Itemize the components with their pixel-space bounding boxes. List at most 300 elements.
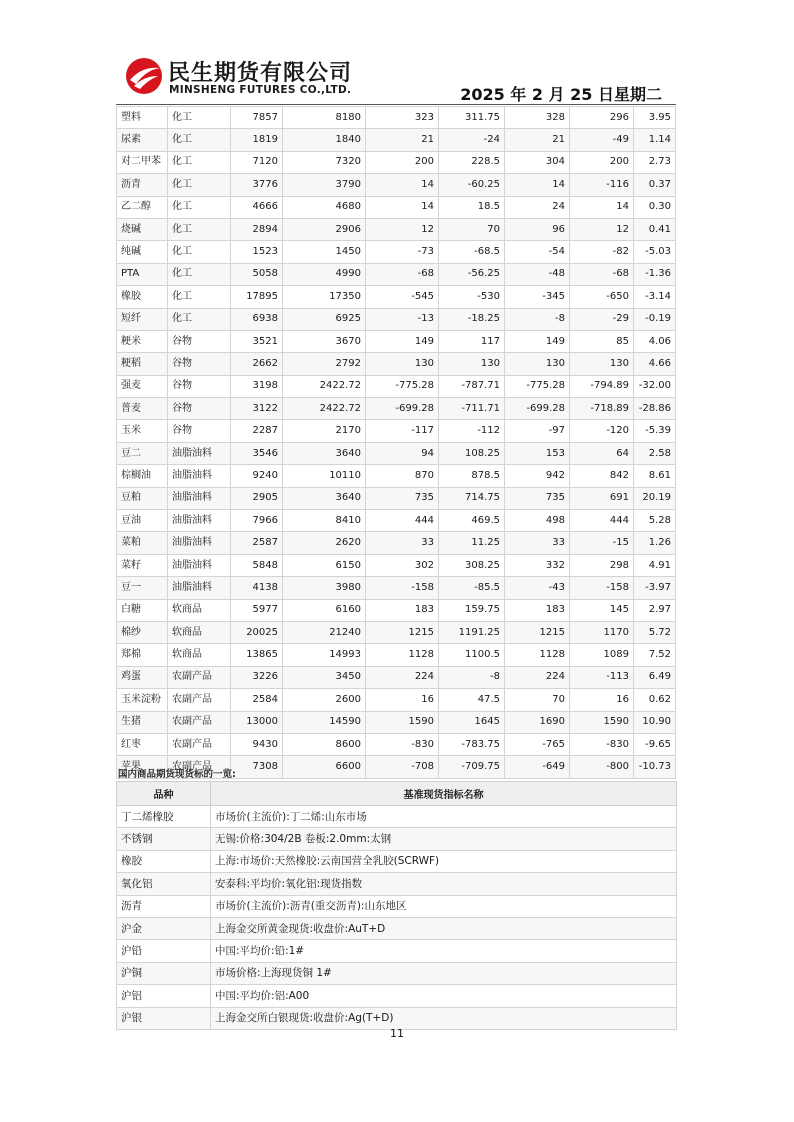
table-cell: 0.37 — [634, 174, 676, 196]
table-cell: 1215 — [366, 621, 439, 643]
table-cell: 8600 — [283, 733, 366, 755]
table-cell: 化工 — [168, 129, 231, 151]
table-row — [117, 420, 676, 442]
table-row — [117, 129, 676, 151]
table-cell: 氧化铝 — [117, 873, 211, 895]
table-cell: -15 — [570, 532, 634, 554]
table-cell: -24 — [439, 129, 505, 151]
table-cell: 85 — [570, 330, 634, 352]
table-row — [117, 554, 676, 576]
table-row — [117, 985, 677, 1007]
table-cell: 24 — [505, 196, 570, 218]
table-cell: 842 — [570, 465, 634, 487]
table-cell: 2170 — [283, 420, 366, 442]
table-cell: 20025 — [231, 621, 283, 643]
table-row — [117, 174, 676, 196]
table-cell: 化工 — [168, 151, 231, 173]
table-cell: 不锈钢 — [117, 828, 211, 850]
table-cell: 224 — [505, 666, 570, 688]
table-cell: -775.28 — [366, 375, 439, 397]
table-cell: 33 — [366, 532, 439, 554]
table-cell: 1.26 — [634, 532, 676, 554]
table-row — [117, 621, 676, 643]
table-cell: 3198 — [231, 375, 283, 397]
table-cell: -765 — [505, 733, 570, 755]
page-number: 11 — [390, 1027, 404, 1040]
table-cell: -13 — [366, 308, 439, 330]
table-cell: 1590 — [570, 711, 634, 733]
table-cell: -650 — [570, 286, 634, 308]
table-cell: 130 — [570, 353, 634, 375]
table-row — [117, 644, 676, 666]
table-cell: 14 — [570, 196, 634, 218]
table-cell: 3546 — [231, 442, 283, 464]
table-cell: 橡胶 — [117, 286, 168, 308]
table-cell: -54 — [505, 241, 570, 263]
report-date: 2025 年 2 月 25 日星期二 — [460, 85, 662, 104]
table-row — [117, 666, 676, 688]
table-cell: 农副产品 — [168, 689, 231, 711]
table-cell: 1128 — [505, 644, 570, 666]
table-cell: 丁二烯橡胶 — [117, 806, 211, 828]
table-cell: -5.03 — [634, 241, 676, 263]
table-cell: 对二甲苯 — [117, 151, 168, 173]
table-cell: 农副产品 — [168, 711, 231, 733]
table-cell: 5.72 — [634, 621, 676, 643]
table-cell: 1100.5 — [439, 644, 505, 666]
table-cell: PTA — [117, 263, 168, 285]
table-cell: 130 — [505, 353, 570, 375]
table-cell: 11.25 — [439, 532, 505, 554]
table-cell: 2.97 — [634, 599, 676, 621]
table-cell: 2662 — [231, 353, 283, 375]
table-cell: 224 — [366, 666, 439, 688]
table-header-row — [117, 782, 677, 806]
table-row — [117, 510, 676, 532]
table-cell: 14 — [366, 174, 439, 196]
table-row — [117, 577, 676, 599]
table-cell: -68.5 — [439, 241, 505, 263]
table-cell: 烧碱 — [117, 218, 168, 240]
table-row — [117, 873, 677, 895]
table-cell: 7320 — [283, 151, 366, 173]
table-cell: -56.25 — [439, 263, 505, 285]
table-cell: 7.52 — [634, 644, 676, 666]
table-cell: -28.86 — [634, 398, 676, 420]
table-cell: 942 — [505, 465, 570, 487]
table-cell: 94 — [366, 442, 439, 464]
table-row — [117, 308, 676, 330]
table-cell: 1215 — [505, 621, 570, 643]
table-cell: 308.25 — [439, 554, 505, 576]
table-cell: 3450 — [283, 666, 366, 688]
table-cell: 304 — [505, 151, 570, 173]
company-name-en: MINSHENG FUTURES CO.,LTD. — [169, 84, 352, 96]
table-cell: 96 — [505, 218, 570, 240]
table-cell: -43 — [505, 577, 570, 599]
table-cell: -345 — [505, 286, 570, 308]
table-cell: 14 — [366, 196, 439, 218]
table-cell: 油脂油料 — [168, 577, 231, 599]
table-row — [117, 330, 676, 352]
table-cell: 6600 — [283, 756, 366, 778]
table-cell: 豆油 — [117, 510, 168, 532]
table-cell: -68 — [366, 263, 439, 285]
table-row — [117, 532, 676, 554]
table-cell: -82 — [570, 241, 634, 263]
table-cell: 豆二 — [117, 442, 168, 464]
table-cell: 2894 — [231, 218, 283, 240]
table-cell: 159.75 — [439, 599, 505, 621]
table-cell: -711.71 — [439, 398, 505, 420]
table-cell: -97 — [505, 420, 570, 442]
table-cell: 6160 — [283, 599, 366, 621]
table-cell: 豆一 — [117, 577, 168, 599]
table-cell: 7308 — [231, 756, 283, 778]
table-cell: 化工 — [168, 263, 231, 285]
table-cell: 4.66 — [634, 353, 676, 375]
table-cell: 735 — [505, 487, 570, 509]
table-row — [117, 917, 677, 939]
table-cell: 2.73 — [634, 151, 676, 173]
table-cell: -800 — [570, 756, 634, 778]
table-cell: 3640 — [283, 442, 366, 464]
table-cell: 10.90 — [634, 711, 676, 733]
table-cell: -530 — [439, 286, 505, 308]
table-cell: 878.5 — [439, 465, 505, 487]
table-cell: 油脂油料 — [168, 510, 231, 532]
table-cell: 苹果 — [117, 756, 168, 778]
table-cell: 谷物 — [168, 330, 231, 352]
table-cell: 0.30 — [634, 196, 676, 218]
table-cell: 1819 — [231, 129, 283, 151]
table-cell: -68 — [570, 263, 634, 285]
table-cell: 1840 — [283, 129, 366, 151]
table-cell: 16 — [366, 689, 439, 711]
table-cell: 塑料 — [117, 107, 168, 129]
table-cell: 323 — [366, 107, 439, 129]
table-cell: 17895 — [231, 286, 283, 308]
table-cell: 130 — [366, 353, 439, 375]
table-cell: 2906 — [283, 218, 366, 240]
table-cell: 18.5 — [439, 196, 505, 218]
table-cell: 强麦 — [117, 375, 168, 397]
table-cell: 红枣 — [117, 733, 168, 755]
table-cell: 粳米 — [117, 330, 168, 352]
table-cell: 691 — [570, 487, 634, 509]
table-row — [117, 196, 676, 218]
table-cell: 311.75 — [439, 107, 505, 129]
table-cell: -117 — [366, 420, 439, 442]
table-cell: 183 — [366, 599, 439, 621]
company-name-cn: 民生期货有限公司 — [168, 61, 353, 86]
table-cell: 化工 — [168, 241, 231, 263]
table-cell: 200 — [570, 151, 634, 173]
table-cell: -649 — [505, 756, 570, 778]
table-cell: 302 — [366, 554, 439, 576]
table-cell: 228.5 — [439, 151, 505, 173]
table-cell: 油脂油料 — [168, 532, 231, 554]
table-cell: 4138 — [231, 577, 283, 599]
table-cell: -0.19 — [634, 308, 676, 330]
table-cell: 2600 — [283, 689, 366, 711]
table-cell: 6150 — [283, 554, 366, 576]
table-cell: -73 — [366, 241, 439, 263]
table-cell: -545 — [366, 286, 439, 308]
table-cell: 农副产品 — [168, 733, 231, 755]
table-cell: -9.65 — [634, 733, 676, 755]
table-cell: 4680 — [283, 196, 366, 218]
table-row — [117, 218, 676, 240]
table-cell: 1170 — [570, 621, 634, 643]
table-cell: -787.71 — [439, 375, 505, 397]
table-cell: 粳稻 — [117, 353, 168, 375]
table-cell: 沪金 — [117, 917, 211, 939]
table-cell: -120 — [570, 420, 634, 442]
table-cell: 0.41 — [634, 218, 676, 240]
table-cell: 1128 — [366, 644, 439, 666]
table-cell: 145 — [570, 599, 634, 621]
table-cell: 菜籽 — [117, 554, 168, 576]
table-cell: 153 — [505, 442, 570, 464]
table-cell: 1590 — [366, 711, 439, 733]
table-cell: 16 — [570, 689, 634, 711]
table-row — [117, 850, 677, 872]
table-cell: 8.61 — [634, 465, 676, 487]
table-cell: 870 — [366, 465, 439, 487]
table-cell: -709.75 — [439, 756, 505, 778]
table-cell: 沪铝 — [117, 985, 211, 1007]
table-cell: 200 — [366, 151, 439, 173]
table-cell: 13000 — [231, 711, 283, 733]
table-cell: 7857 — [231, 107, 283, 129]
table-cell: 21240 — [283, 621, 366, 643]
table-cell: 沪铅 — [117, 940, 211, 962]
table-cell: 2.58 — [634, 442, 676, 464]
table-cell: 6938 — [231, 308, 283, 330]
table-cell: 9430 — [231, 733, 283, 755]
table-cell: 444 — [366, 510, 439, 532]
table-cell: 安泰科:平均价:氧化铝:现货指数 — [211, 873, 677, 895]
table-cell: 3226 — [231, 666, 283, 688]
table-cell: 化工 — [168, 196, 231, 218]
table-cell: 农副产品 — [168, 756, 231, 778]
table-cell: 469.5 — [439, 510, 505, 532]
table-cell: 生猪 — [117, 711, 168, 733]
table-cell: 8180 — [283, 107, 366, 129]
table-cell: 中国:平均价:铅:1# — [211, 940, 677, 962]
table-cell: 33 — [505, 532, 570, 554]
table-cell: 108.25 — [439, 442, 505, 464]
table-cell: -3.97 — [634, 577, 676, 599]
table-cell: 1645 — [439, 711, 505, 733]
table-cell: 12 — [570, 218, 634, 240]
table-cell: 47.5 — [439, 689, 505, 711]
table-cell: 白糖 — [117, 599, 168, 621]
table-cell: 油脂油料 — [168, 442, 231, 464]
table-cell: 3640 — [283, 487, 366, 509]
table-cell: 沪银 — [117, 1007, 211, 1029]
table-cell: 1450 — [283, 241, 366, 263]
spot-benchmark-table — [116, 781, 677, 1030]
table-row — [117, 286, 676, 308]
table-cell: 0.62 — [634, 689, 676, 711]
table-row — [117, 353, 676, 375]
table-cell: 谷物 — [168, 375, 231, 397]
table-cell: 3670 — [283, 330, 366, 352]
table-cell: -10.73 — [634, 756, 676, 778]
table-cell: 183 — [505, 599, 570, 621]
spot-benchmark-table-body — [117, 806, 677, 1030]
table-cell: 软商品 — [168, 644, 231, 666]
table-cell: 化工 — [168, 218, 231, 240]
table-cell: 5.28 — [634, 510, 676, 532]
table-cell: -113 — [570, 666, 634, 688]
table-cell: 332 — [505, 554, 570, 576]
table-cell: 油脂油料 — [168, 487, 231, 509]
table-row — [117, 487, 676, 509]
table-row — [117, 375, 676, 397]
table-cell: -718.89 — [570, 398, 634, 420]
table-cell: 化工 — [168, 308, 231, 330]
table-cell: 菜粕 — [117, 532, 168, 554]
table-cell: 5977 — [231, 599, 283, 621]
table-cell: -1.36 — [634, 263, 676, 285]
table-cell: 棕榈油 — [117, 465, 168, 487]
table-cell: 2422.72 — [283, 398, 366, 420]
table-cell: 6.49 — [634, 666, 676, 688]
table-cell: 4990 — [283, 263, 366, 285]
table-cell: 21 — [366, 129, 439, 151]
table-cell: 296 — [570, 107, 634, 129]
table-cell: 20.19 — [634, 487, 676, 509]
table-cell: 2584 — [231, 689, 283, 711]
table-cell: 市场价格:上海现货铜 1# — [211, 962, 677, 984]
table-cell: 上海金交所白银现货:收盘价:Ag(T+D) — [211, 1007, 677, 1029]
table-cell: 农副产品 — [168, 666, 231, 688]
table-cell: -158 — [366, 577, 439, 599]
table-cell: 149 — [505, 330, 570, 352]
table-row — [117, 895, 677, 917]
table-cell: -794.89 — [570, 375, 634, 397]
table-cell: 1.14 — [634, 129, 676, 151]
table-cell: 3980 — [283, 577, 366, 599]
table-cell: 14590 — [283, 711, 366, 733]
table-row — [117, 398, 676, 420]
table-cell: 444 — [570, 510, 634, 532]
table-cell: 乙二醇 — [117, 196, 168, 218]
table-cell: 软商品 — [168, 621, 231, 643]
table-cell: 化工 — [168, 107, 231, 129]
minsheng-logo-icon — [124, 56, 164, 96]
table-cell: 12 — [366, 218, 439, 240]
table-cell: -699.28 — [505, 398, 570, 420]
table-cell: 郑棉 — [117, 644, 168, 666]
table-cell: 8410 — [283, 510, 366, 532]
table-cell: -85.5 — [439, 577, 505, 599]
table-cell: 64 — [570, 442, 634, 464]
table-cell: 玉米 — [117, 420, 168, 442]
table-cell: 13865 — [231, 644, 283, 666]
company-logo — [124, 54, 364, 102]
table-cell: -8 — [439, 666, 505, 688]
table-cell: 谷物 — [168, 420, 231, 442]
table-cell: 普麦 — [117, 398, 168, 420]
table-cell: 化工 — [168, 174, 231, 196]
table-row — [117, 599, 676, 621]
table-cell: -830 — [570, 733, 634, 755]
table-cell: 498 — [505, 510, 570, 532]
futures-spot-table-body — [117, 107, 676, 779]
table-row — [117, 733, 676, 755]
table-cell: -32.00 — [634, 375, 676, 397]
table-cell: -3.14 — [634, 286, 676, 308]
table-cell: 橡胶 — [117, 850, 211, 872]
table-cell: 沥青 — [117, 895, 211, 917]
table-cell: 1191.25 — [439, 621, 505, 643]
table-cell: 1523 — [231, 241, 283, 263]
column-header-benchmark: 基准现货指标名称 — [211, 782, 677, 806]
table-cell: 无锡:价格:304/2B 卷板:2.0mm:太钢 — [211, 828, 677, 850]
table-row — [117, 263, 676, 285]
header-divider — [116, 104, 676, 105]
table-cell: 7120 — [231, 151, 283, 173]
table-cell: 2287 — [231, 420, 283, 442]
table-cell: 沥青 — [117, 174, 168, 196]
table-cell: 纯碱 — [117, 241, 168, 263]
table-cell: 豆粕 — [117, 487, 168, 509]
table-row — [117, 806, 677, 828]
table-cell: 油脂油料 — [168, 554, 231, 576]
table-cell: 17350 — [283, 286, 366, 308]
table-cell: -708 — [366, 756, 439, 778]
table-row — [117, 465, 676, 487]
table-cell: 沪铜 — [117, 962, 211, 984]
table-cell: 21 — [505, 129, 570, 151]
table-cell: 4.06 — [634, 330, 676, 352]
table-cell: 6925 — [283, 308, 366, 330]
table-cell: 14 — [505, 174, 570, 196]
table-cell: 软商品 — [168, 599, 231, 621]
table-cell: 玉米淀粉 — [117, 689, 168, 711]
table-row — [117, 711, 676, 733]
table-cell: -48 — [505, 263, 570, 285]
table-cell: 130 — [439, 353, 505, 375]
table-cell: -29 — [570, 308, 634, 330]
table-row — [117, 442, 676, 464]
table-cell: -775.28 — [505, 375, 570, 397]
table-cell: 14993 — [283, 644, 366, 666]
table-cell: 3521 — [231, 330, 283, 352]
table-cell: 117 — [439, 330, 505, 352]
table-row — [117, 151, 676, 173]
table-cell: -158 — [570, 577, 634, 599]
table-cell: 市场价(主流价):丁二烯:山东市场 — [211, 806, 677, 828]
table-cell: 298 — [570, 554, 634, 576]
table-cell: 3776 — [231, 174, 283, 196]
table-cell: 2905 — [231, 487, 283, 509]
table-cell: 市场价(主流价):沥青(重交沥青):山东地区 — [211, 895, 677, 917]
table-cell: 4666 — [231, 196, 283, 218]
table-cell: 7966 — [231, 510, 283, 532]
table-cell: 714.75 — [439, 487, 505, 509]
table-cell: 2620 — [283, 532, 366, 554]
table-cell: -49 — [570, 129, 634, 151]
table-cell: -60.25 — [439, 174, 505, 196]
table-cell: 149 — [366, 330, 439, 352]
table-row — [117, 107, 676, 129]
table-cell: 5058 — [231, 263, 283, 285]
